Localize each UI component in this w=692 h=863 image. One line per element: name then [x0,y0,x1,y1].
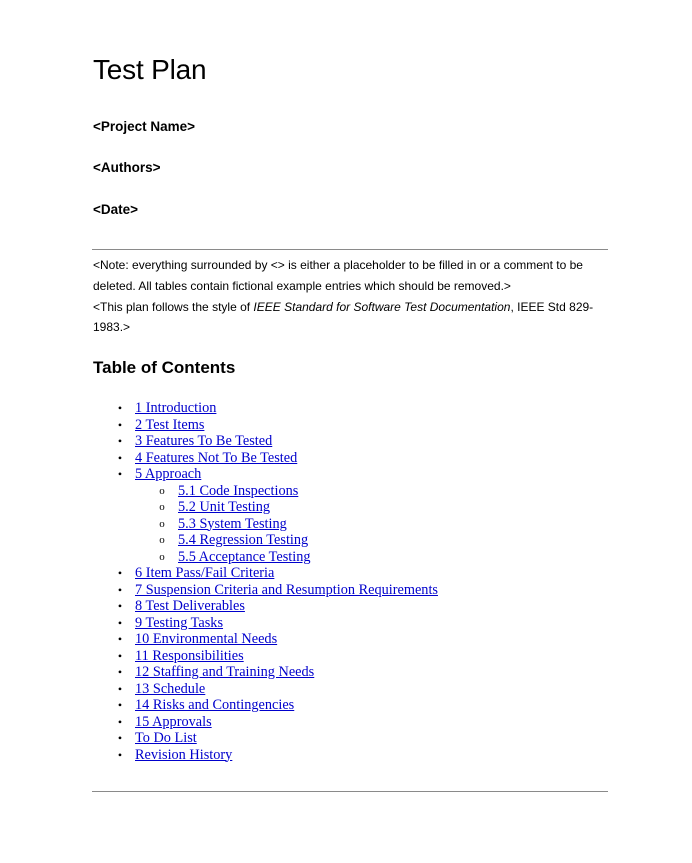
toc-subitem [0,499,692,516]
toc-item [0,615,692,632]
toc-link[interactable]: 7 Suspension Criteria and Resumption Requirements [135,581,438,598]
document-title: Test Plan [93,54,207,85]
bullet-icon: • [117,434,123,448]
toc-link[interactable]: Revision History [135,746,233,763]
toc-subitem [0,549,692,566]
toc-item [0,417,692,434]
toc-item [0,714,692,731]
bullet-icon: • [117,582,123,597]
bullet-icon: • [117,665,123,679]
toc-item [0,598,692,615]
toc-item [0,747,692,764]
circle-bullet-icon: o [159,501,165,513]
toc-link[interactable]: 12 Staffing and Training Needs [135,664,315,680]
table-of-contents [0,400,692,763]
bullet-icon: • [117,632,123,646]
bullet-icon: • [117,615,123,630]
toc-link[interactable]: 5.5 Acceptance Testing [178,548,311,565]
note-style-prefix: <This plan follows the style of [93,299,254,314]
toc-subitem [0,483,692,500]
note-standard-title: IEEE Standard for Software Test Documentation [253,299,511,314]
toc-item [0,466,692,483]
toc-item [0,582,692,599]
bullet-icon: • [117,648,123,663]
toc-link[interactable]: 11 Responsibilities [135,647,244,664]
toc-link[interactable]: 15 Approvals [135,713,212,730]
bullet-icon: • [117,401,123,415]
note-style-reference [93,297,608,339]
bullet-icon: • [117,731,123,745]
toc-item [0,664,692,681]
circle-bullet-icon: o [159,550,165,563]
bullet-icon: • [117,450,123,465]
toc-item [0,450,692,467]
bullet-icon: • [117,566,123,580]
toc-link[interactable]: 14 Risks and Contingencies [135,697,295,713]
toc-link[interactable]: 13 Schedule [135,680,206,697]
toc-item [0,433,692,450]
toc-link[interactable]: 2 Test Items [135,416,205,433]
bullet-icon: • [117,417,123,432]
bullet-icon: • [117,714,123,729]
bullet-icon: • [117,467,123,481]
toc-link[interactable]: 5.4 Regression Testing [178,532,309,548]
toc-item [0,697,692,714]
toc-item [0,400,692,417]
project-name-placeholder: <Project Name> [93,119,196,134]
note-style-suffix: , IEEE Std 829-1983.> [93,299,594,335]
authors-placeholder: <Authors> [93,160,161,175]
bottom-divider [92,791,608,792]
toc-item [0,631,692,648]
toc-item [0,565,692,582]
bullet-icon: • [117,698,123,712]
toc-subitem [0,532,692,549]
bullet-icon: • [117,599,123,613]
toc-link[interactable]: 5.2 Unit Testing [178,499,271,515]
toc-item [0,730,692,747]
toc-link[interactable]: 3 Features To Be Tested [135,433,273,449]
bullet-icon: • [117,747,123,762]
toc-item [0,681,692,698]
toc-link[interactable]: 5.1 Code Inspections [178,482,299,499]
date-placeholder: <Date> [93,202,139,217]
toc-link[interactable]: 1 Introduction [135,400,217,416]
toc-link[interactable]: 5.3 System Testing [178,515,287,532]
bullet-icon: • [117,681,123,696]
toc-subitem [0,516,692,533]
template-note [93,255,608,338]
note-placeholder-comment: <Note: everything surrounded by <> is either a placeholder to be filled in or a comment to be deleted. All tables contain fictional example entries which should be removed.> [93,258,583,293]
toc-link[interactable]: 4 Features Not To Be Tested [135,449,298,466]
circle-bullet-icon: o [159,517,165,530]
toc-heading: Table of Contents [93,358,236,377]
top-divider [92,249,608,250]
circle-bullet-icon: o [159,534,165,546]
circle-bullet-icon: o [159,484,165,497]
toc-link[interactable]: To Do List [135,730,197,746]
toc-link[interactable]: 6 Item Pass/Fail Criteria [135,565,275,581]
toc-item [0,648,692,665]
toc-link[interactable]: 5 Approach [135,466,202,482]
toc-link[interactable]: 10 Environmental Needs [135,631,278,647]
toc-link[interactable]: 9 Testing Tasks [135,614,224,631]
toc-link[interactable]: 8 Test Deliverables [135,598,245,614]
